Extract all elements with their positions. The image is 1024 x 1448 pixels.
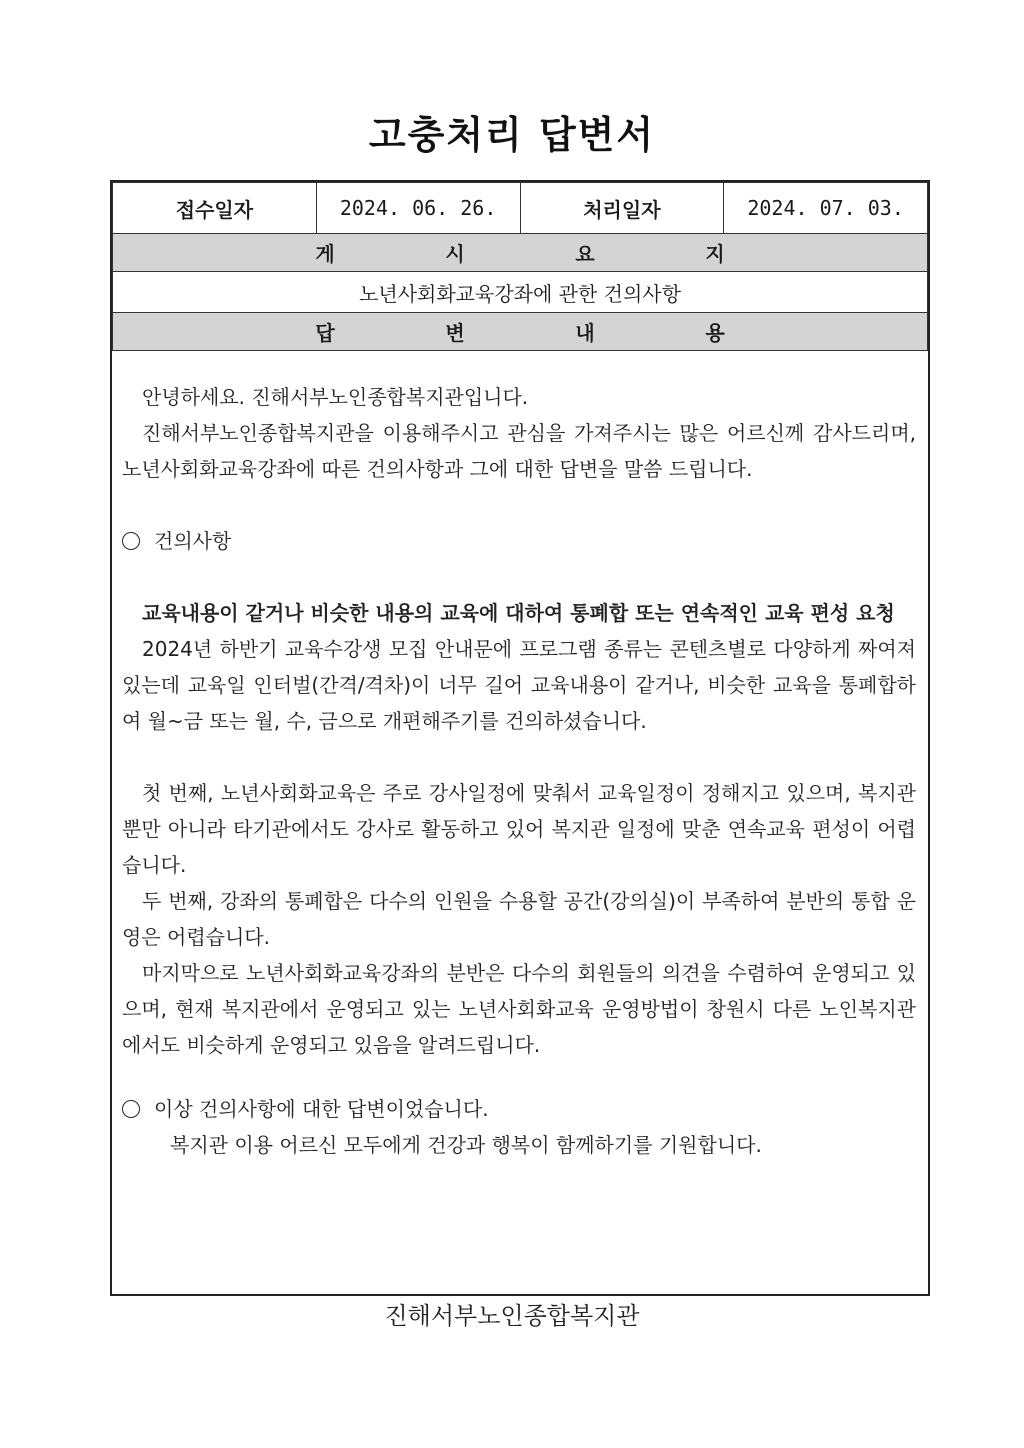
- summary-header: [113, 234, 928, 272]
- answer-header-char: 답: [315, 321, 335, 345]
- summary-header-char: 게: [315, 242, 335, 266]
- answer-second: 두 번째, 강좌의 통폐합은 다수의 인원을 수용할 공간(강의실)이 부족하여 분반의 통합 운영은 어렵습니다.: [122, 889, 916, 949]
- section-heading-text: 건의사항: [154, 529, 232, 553]
- answer-header-char: 용: [705, 321, 725, 345]
- received-date-label: 접수일자: [113, 183, 317, 234]
- answer-third: 마지막으로 노년사회화교육강좌의 분반은 다수의 회원들의 의견을 수렴하여 운영되고 있으며, 현재 복지관에서 운영되고 있는 노년사회화교육 운영방법이 창원시 다른 노인복지관에서도 비슷하게 운영되고 있음을 알려드립니다.: [122, 961, 916, 1057]
- processed-date-label: 처리일자: [520, 183, 724, 234]
- request-title: 교육내용이 같거나 비슷한 내용의 교육에 대하여 통폐합 또는 연속적인 교육 편성 요청: [142, 601, 895, 625]
- answer-header-char: 변: [445, 321, 465, 345]
- circle-bullet-icon: [122, 532, 140, 550]
- closing-text: 복지관 이용 어르신 모두에게 건강과 행복이 함께하기를 기원합니다.: [170, 1133, 762, 1157]
- conclusion-text: 이상 건의사항에 대한 답변이었습니다.: [154, 1097, 489, 1121]
- section-heading: [122, 523, 916, 559]
- organization-name: 진해서부노인종합복지관: [384, 1302, 640, 1330]
- document-frame: [110, 180, 930, 1296]
- circle-bullet-icon: [122, 1100, 140, 1118]
- summary-header-row: [113, 234, 928, 272]
- summary-header-char: 시: [445, 242, 465, 266]
- subject-text: 노년사회화교육강좌에 관한 건의사항: [113, 272, 928, 313]
- received-date-value: 2024. 06. 26.: [316, 183, 520, 234]
- answer-header: [113, 313, 928, 351]
- answer-first: 첫 번째, 노년사회화교육은 주로 강사일정에 맞춰서 교육일정이 정해지고 있으며, 복지관 뿐만 아니라 타기관에서도 강사로 활동하고 있어 복지관 일정에 맞춘 연속교육 편성이 어렵습니다.: [122, 781, 916, 877]
- request-detail: 2024년 하반기 교육수강생 모집 안내문에 프로그램 종류는 콘텐츠별로 다양하게 짜여져 있는데 교육일 인터벌(간격/격차)이 너무 길어 교육내용이 같거나, 비슷한 교육을 통폐합하여 월~금 또는 월, 수, 금으로 개편해주기를 건의하셨습니다.: [122, 637, 916, 733]
- answer-header-char: 내: [575, 321, 595, 345]
- summary-header-char: 요: [575, 242, 595, 266]
- info-table: [112, 182, 928, 351]
- answer-header-row: [113, 313, 928, 351]
- answer-body: [112, 351, 928, 1163]
- summary-header-char: 지: [705, 242, 725, 266]
- subject-row: [113, 272, 928, 313]
- dates-row: [113, 183, 928, 234]
- greeting-text: 안녕하세요. 진해서부노인종합복지관입니다.: [142, 385, 529, 409]
- conclusion: [122, 1091, 916, 1127]
- intro-text: 진해서부노인종합복지관을 이용해주시고 관심을 가져주시는 많은 어르신께 감사드리며, 노년사회화교육강좌에 따른 건의사항과 그에 대한 답변을 말씀 드립니다.: [122, 421, 916, 481]
- document-title: 고충처리 답변서: [368, 113, 656, 157]
- processed-date-value: 2024. 07. 03.: [724, 183, 928, 234]
